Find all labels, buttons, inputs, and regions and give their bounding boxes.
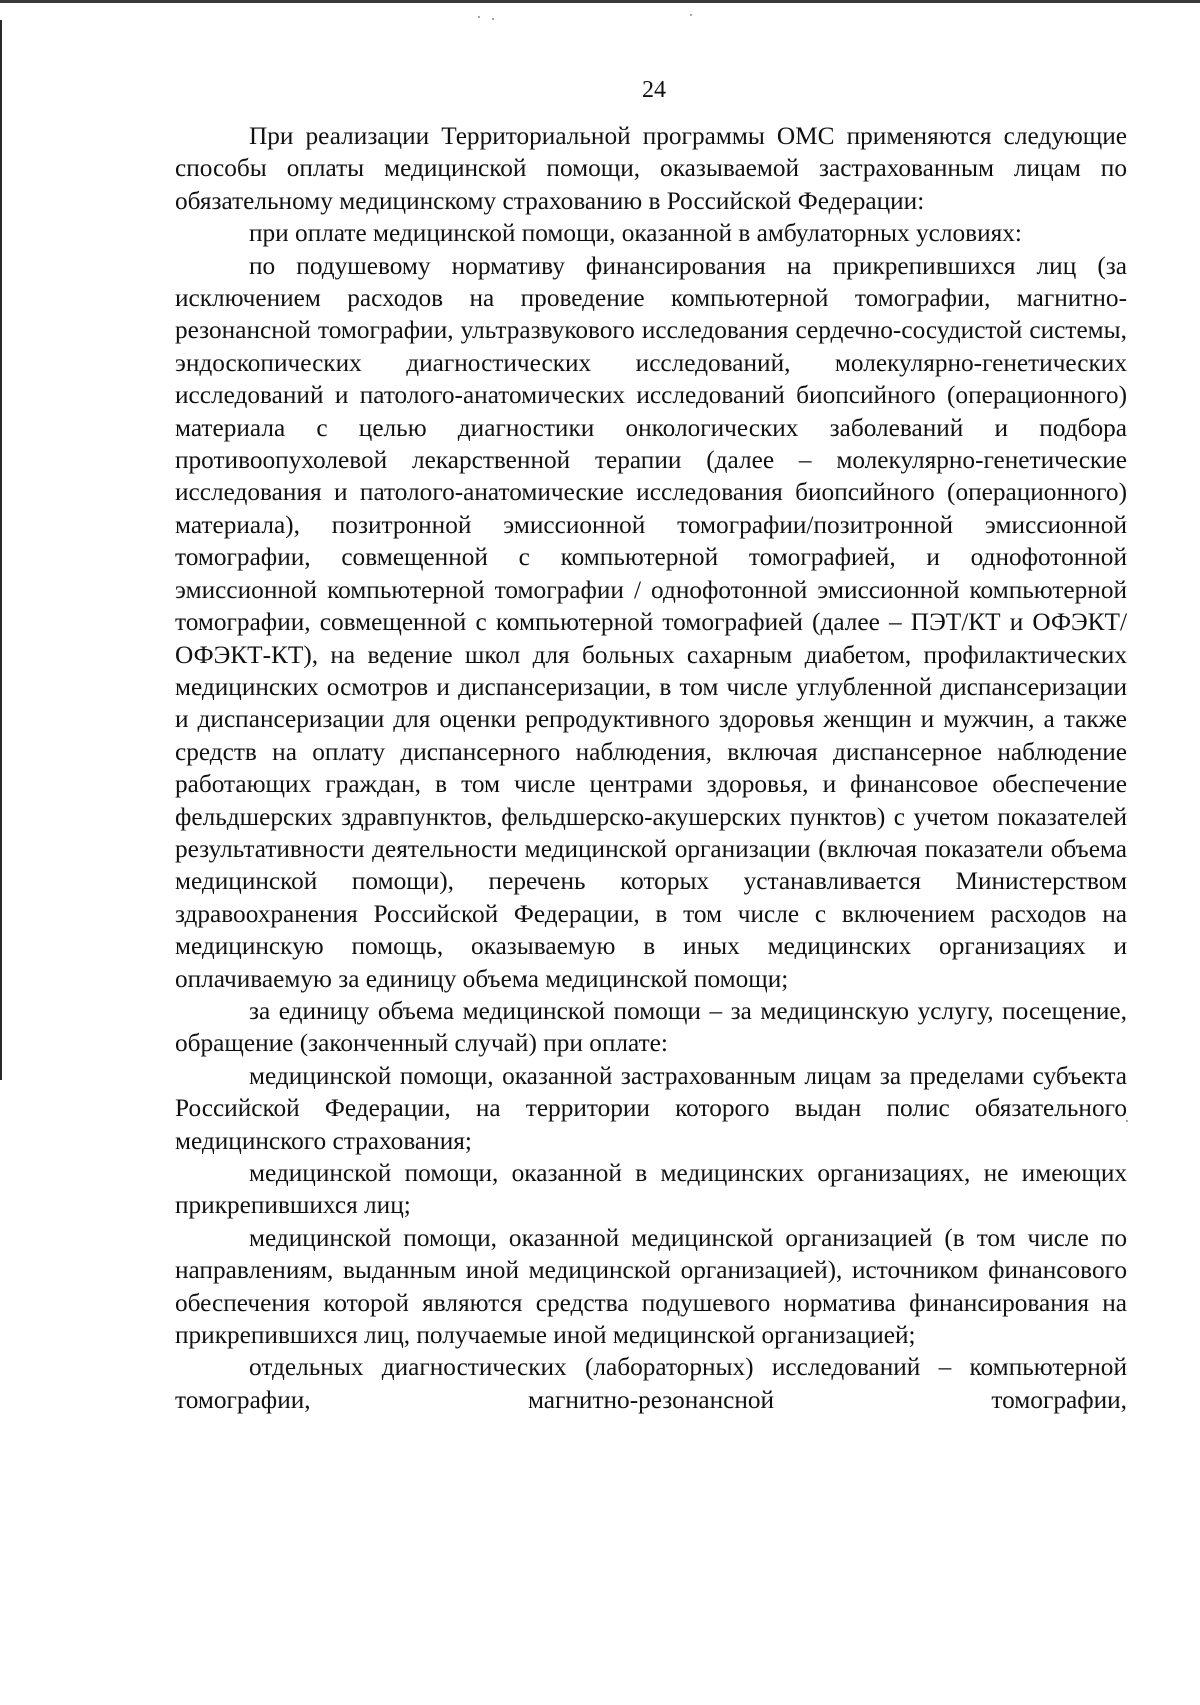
scan-speck	[690, 14, 692, 16]
scan-speck	[478, 16, 480, 18]
page-number: 24	[642, 77, 666, 103]
paragraph-outpatient-heading: при оплате медицинской помощи, оказанной в амбулаторных условиях:	[249, 219, 1022, 248]
scan-edge-top	[0, 0, 1200, 3]
document-body	[175, 120, 1127, 1416]
paragraph-per-capita-standard: по подушевому нормативу финансирования на прикрепившихся лиц (за исключением расходов на проведение компьютерной томографии, магнитно-резонансной томографии, ультразвукового исследования сердечно-сосудистой системы, эндоскопических диагностических исследований, молекулярно-генетических исследований и патолого-анатомических исследований биопсийного (операционного) материала с целью диагностики онкологических заболеваний и подбора противоопухолевой лекарственной терапии (далее – молекулярно-генетические исследования и патолого-анатомические исследования биопсийного (операционного) материала), позитронной эмиссионной томографии/позитронной эмиссионной томографии, совмещенной с компьютерной томографией, и однофотонной эмиссионной компьютерной томографии / однофотонной эмиссионной компьютерной томографии, совмещенной с компьютерной томографией (далее – ПЭТ/КТ и ОФЭКТ/ОФЭКТ-КТ), на ведение школ для больных сахарным диабетом, профилактических медицинских осмотров и диспансеризации, в том числе углубленной диспансеризации и диспансеризации для оценки репродуктивного здоровья женщин и мужчин, а также средств на оплату диспансерного наблюдения, включая диспансерное наблюдение работающих граждан, в том числе центрами здоровья, и финансовое обеспечение фельдшерских здравпунктов, фельдшерско-акушерских пунктов) с учетом показателей результативности деятельности медицинской организации (включая показатели объема медицинской помощи), перечень которых устанавливается Министерством здравоохранения Российской Федерации, в том числе с включением расходов на медицинскую помощь, оказываемую в иных медицинских организациях и оплачиваемую за единицу объема медицинской помощи;	[175, 251, 1127, 993]
paragraph-no-attached-persons: медицинской помощи, оказанной в медицинских организациях, не имеющих прикрепившихся лиц;	[175, 1159, 1127, 1220]
paragraph-referrals: медицинской помощи, оказанной медицинской организацией (в том числе по направлениям, выданным иной медицинской организацией), источником финансового обеспечения которой являются средства подушевого норматива финансирования на прикрепившихся лиц, получаемые иной медицинской организацией;	[175, 1223, 1127, 1350]
paragraph-unit-of-volume: за единицу объема медицинской помощи – за медицинскую услугу, посещение, обращение (законченный случай) при оплате:	[175, 996, 1127, 1058]
paragraph-outside-region: медицинской помощи, оказанной застрахованным лицам за пределами субъекта Российской Федерации, на территории которого выдан полис обязательного медицинского страхования;	[175, 1061, 1127, 1155]
scan-speck	[492, 18, 494, 20]
scan-edge-left	[0, 20, 2, 1080]
paragraph-payment-methods-intro: При реализации Территориальной программы ОМС применяются следующие способы оплаты медицинской помощи, оказываемой застрахованным лицам по обязательному медицинскому страхованию в Российской Федерации:	[175, 122, 1127, 215]
paragraph-diagnostic-tests: отдельных диагностических (лабораторных) исследований – компьютерной томографии, магнитно-резонансной томографии,	[175, 1353, 1127, 1414]
